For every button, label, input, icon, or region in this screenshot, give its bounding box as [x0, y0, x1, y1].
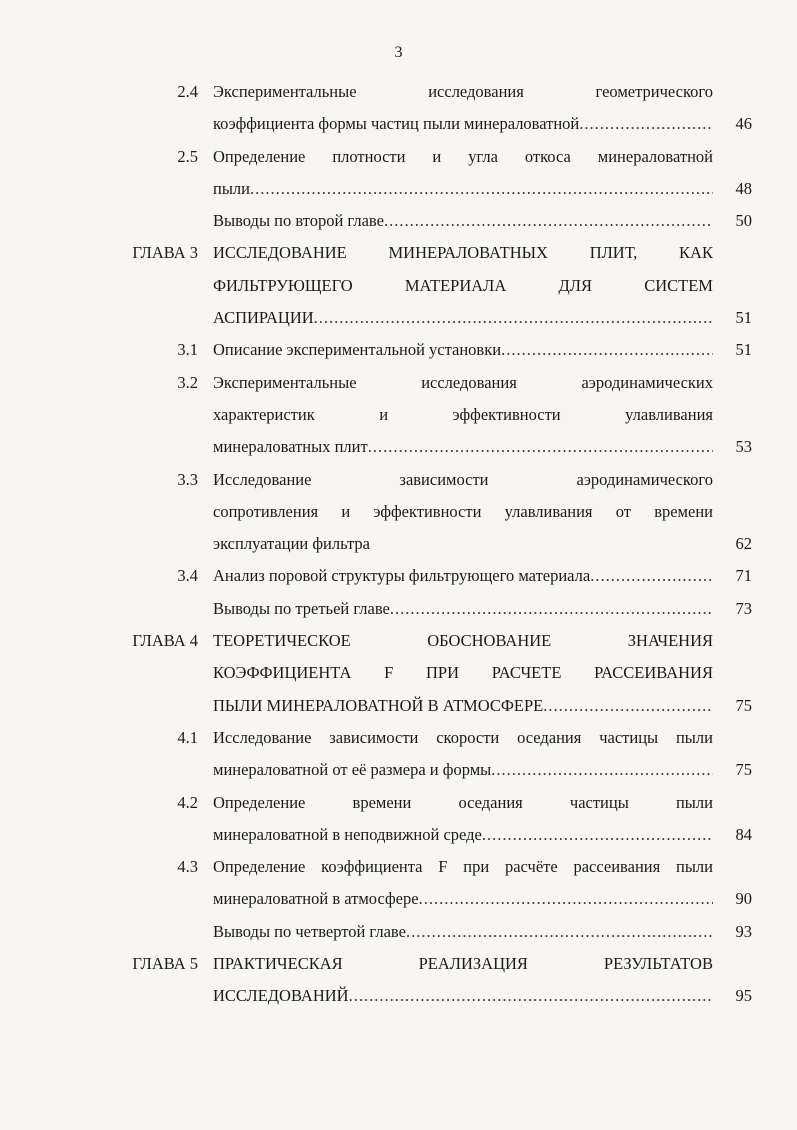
toc-entry: [0, 141, 797, 206]
dot-leader: [419, 883, 713, 915]
dot-leader: [250, 173, 713, 205]
toc-entry: [0, 948, 797, 1013]
toc-entry: [0, 205, 797, 237]
dot-leader: [368, 431, 713, 463]
dot-leader: [501, 334, 713, 366]
toc-entry: [0, 560, 797, 592]
toc-entry-number: 4.1: [177, 727, 198, 747]
toc-entry-title-line: коэффициента формы частиц пыли минераловатной .....: [213, 108, 713, 140]
toc-entry-number: 2.5: [177, 146, 198, 166]
toc-entry: [0, 237, 797, 334]
toc-entry-title-line: Исследование зависимости аэродинамического: [213, 469, 713, 489]
toc-entry: [0, 334, 797, 366]
toc-entry: [0, 593, 797, 625]
toc-entry-title-line: Исследование зависимости скорости оседания частицы пыли: [213, 727, 713, 747]
toc-entry-title-line: АСПИРАЦИИ .....: [213, 302, 713, 334]
toc-entry-number: 3.3: [177, 469, 198, 489]
toc-entry-number: 3.4: [177, 566, 198, 586]
dot-leader: [491, 754, 713, 786]
toc-entry-title-line: ИССЛЕДОВАНИЕ МИНЕРАЛОВАТНЫХ ПЛИТ, КАК: [213, 243, 713, 263]
dot-leader: [482, 819, 713, 851]
toc-entry-page: 84: [735, 824, 752, 844]
toc-entry-page: 90: [735, 889, 752, 909]
toc-entry-title-line: минераловатной в неподвижной среде .....: [213, 819, 713, 851]
toc-entry-page: 93: [735, 921, 752, 941]
toc-entry-page: 71: [735, 566, 752, 586]
toc-entry-title-line: Определение коэффициента F при расчёте рассеивания пыли: [213, 857, 713, 877]
toc-entry-number: ГЛАВА 4: [132, 631, 198, 651]
toc-entry-page: 46: [735, 114, 752, 134]
toc-entry-number: 3.2: [177, 372, 198, 392]
toc-entry-title-line: Выводы по третьей главе .....: [213, 593, 713, 625]
toc-entry-title-line: ПЫЛИ МИНЕРАЛОВАТНОЙ В АТМОСФЕРЕ .....: [213, 690, 713, 722]
toc-entry-title-line: минераловатной от её размера и формы .....: [213, 754, 713, 786]
dot-leader: [543, 690, 713, 722]
toc-entry-title-line: Выводы по четвертой главе .....: [213, 916, 713, 948]
toc-entry: [0, 851, 797, 916]
toc-entry-page: 75: [735, 760, 752, 780]
dot-leader: [590, 560, 713, 592]
toc-entry: [0, 367, 797, 464]
dot-leader: [314, 302, 713, 334]
toc-entry-title-line: Анализ поровой структуры фильтрующего материала .....: [213, 560, 713, 592]
toc-entry-title-line: минераловатных плит .....: [213, 431, 713, 463]
toc-entry-title-line: Экспериментальные исследования аэродинамических: [213, 372, 713, 392]
toc-entry: [0, 787, 797, 852]
toc-entry-title-line: КОЭФФИЦИЕНТА F ПРИ РАСЧЕТЕ РАССЕИВАНИЯ: [213, 663, 713, 683]
toc-entry-title-line: ФИЛЬТРУЮЩЕГО МАТЕРИАЛА ДЛЯ СИСТЕМ: [213, 275, 713, 295]
toc-entry-number: 2.4: [177, 82, 198, 101]
toc-entry-page: 53: [735, 437, 752, 457]
dot-leader: [406, 916, 713, 948]
toc-entry: [0, 464, 797, 561]
dot-leader: [390, 593, 713, 625]
toc-entry-page: 50: [735, 211, 752, 231]
toc-entry-title-line: ПРАКТИЧЕСКАЯ РЕАЛИЗАЦИЯ РЕЗУЛЬТАТОВ: [213, 954, 713, 974]
toc-entry-title-line: минераловатной в атмосфере .....: [213, 883, 713, 915]
toc-entry: [0, 76, 797, 141]
dot-leader: [349, 980, 713, 1012]
toc-entry-title-line: Экспериментальные исследования геометрического: [213, 82, 713, 101]
toc-entry: [0, 916, 797, 948]
toc-entry-title-line: характеристик и эффективности улавливания: [213, 404, 713, 424]
toc-entry-title-line: ИССЛЕДОВАНИЙ .....: [213, 980, 713, 1012]
table-of-contents: [0, 76, 797, 1013]
dot-leader: [384, 205, 713, 237]
toc-entry-page: 51: [735, 308, 752, 328]
toc-entry-page: 62: [735, 534, 752, 554]
toc-entry-title-line: эксплуатации фильтра: [213, 534, 370, 554]
page-number: 3: [394, 44, 403, 61]
toc-entry-title-line: пыли .....: [213, 173, 713, 205]
dot-leader: [579, 108, 713, 140]
toc-entry-number: ГЛАВА 3: [132, 243, 198, 263]
toc-entry-number: 3.1: [177, 340, 198, 360]
toc-entry: [0, 625, 797, 722]
toc-entry-title-line: сопротивления и эффективности улавливания от времени: [213, 501, 713, 521]
toc-entry-number: ГЛАВА 5: [132, 954, 198, 974]
toc-entry-title-line: Описание экспериментальной установки .....: [213, 334, 713, 366]
toc-entry-page: 75: [735, 695, 752, 715]
toc-entry-page: 48: [735, 178, 752, 198]
toc-entry-number: 4.2: [177, 792, 198, 812]
toc-entry-number: 4.3: [177, 857, 198, 877]
toc-entry-page: 51: [735, 340, 752, 360]
toc-entry: [0, 722, 797, 787]
toc-entry-title-line: ТЕОРЕТИЧЕСКОЕ ОБОСНОВАНИЕ ЗНАЧЕНИЯ: [213, 631, 713, 651]
toc-entry-page: 95: [735, 986, 752, 1006]
toc-entry-title-line: Определение времени оседания частицы пыли: [213, 792, 713, 812]
toc-entry-title-line: Выводы по второй главе .....: [213, 205, 713, 237]
toc-entry-page: 73: [735, 598, 752, 618]
toc-entry-title-line: Определение плотности и угла откоса минераловатной: [213, 146, 713, 166]
